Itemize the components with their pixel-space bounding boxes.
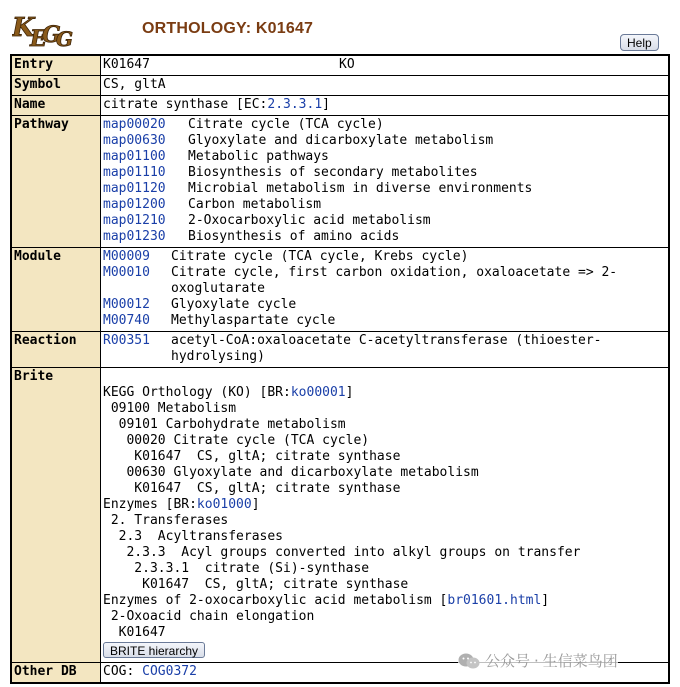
entry-row xyxy=(11,55,669,76)
module-desc: Glyoxylate cycle xyxy=(171,297,297,312)
brite-line: K01647 CS, gltA; citrate synthase xyxy=(103,577,409,592)
brite-line: 00020 Citrate cycle (TCA cycle) xyxy=(103,433,370,448)
help-button[interactable]: Help xyxy=(620,34,659,51)
brite-text: Enzymes of 2-oxocarboxylic acid metabolism [ xyxy=(103,593,448,608)
pathway-row xyxy=(11,116,669,248)
brite-line: 2. Transferases xyxy=(103,513,229,528)
brite-hierarchy-button[interactable]: BRITE hierarchy xyxy=(103,642,205,658)
pathway-desc: Biosynthesis of secondary metabolites xyxy=(188,165,478,180)
brite-line xyxy=(103,593,666,609)
brite-text: KEGG Orthology (KO) [BR: xyxy=(103,385,291,400)
pathway-desc: Metabolic pathways xyxy=(188,149,329,164)
reaction-row xyxy=(11,332,669,368)
entry-type: KO xyxy=(339,57,355,72)
brite-line: 2.3.3 Acyl groups converted into alkyl groups on transfer xyxy=(103,545,581,560)
module-desc: Methylaspartate cycle xyxy=(171,313,336,328)
brite-line: K01647 xyxy=(103,625,166,640)
watermark xyxy=(458,650,618,671)
pathway-link[interactable]: map01200 xyxy=(103,197,166,212)
pathway-desc: Citrate cycle (TCA cycle) xyxy=(188,117,384,132)
symbol-value: CS, gltA xyxy=(101,76,670,96)
pathway-desc: Microbial metabolism in diverse environments xyxy=(188,181,533,196)
pathway-item xyxy=(103,213,666,229)
brite-ko01000-link[interactable]: ko01000 xyxy=(196,497,252,512)
cog-link[interactable]: COG0372 xyxy=(142,664,197,679)
other-db-text: COG: xyxy=(103,664,143,679)
page-title: ORTHOLOGY: K01647 xyxy=(142,20,314,37)
pathway-desc: 2-Oxocarboxylic acid metabolism xyxy=(188,213,431,228)
orthology-table xyxy=(10,54,670,684)
brite-line: 2.3 Acyltransferases xyxy=(103,529,284,544)
pathway-link[interactable]: map00020 xyxy=(103,117,166,132)
watermark-sep: · xyxy=(534,651,539,670)
brite-line xyxy=(103,385,666,401)
pathway-item xyxy=(103,181,666,197)
kegg-logo-g2: G xyxy=(56,27,74,51)
pathway-item xyxy=(103,165,666,181)
name-text: citrate synthase [EC: xyxy=(103,97,268,112)
kegg-logo-e: E xyxy=(30,26,47,52)
pathway-link[interactable]: map01110 xyxy=(103,165,166,180)
name-row xyxy=(11,96,669,116)
brite-text: ] xyxy=(345,385,354,400)
pathway-desc: Biosynthesis of amino acids xyxy=(188,229,400,244)
kegg-logo[interactable] xyxy=(12,10,74,52)
symbol-label: Symbol xyxy=(11,76,101,96)
name-value xyxy=(101,96,670,116)
brite-row xyxy=(11,368,669,663)
module-list xyxy=(101,248,670,332)
pathway-desc: Carbon metabolism xyxy=(188,197,322,212)
kegg-logo-g1: G xyxy=(42,22,61,48)
module-label: Module xyxy=(11,248,101,332)
reaction-label: Reaction xyxy=(11,332,101,368)
entry-id: K01647 xyxy=(103,57,150,72)
module-link[interactable]: M00009 xyxy=(103,249,150,264)
pathway-item xyxy=(103,133,666,149)
module-item xyxy=(103,265,666,297)
module-desc: Citrate cycle (TCA cycle, Krebs cycle) xyxy=(171,249,469,264)
module-row xyxy=(11,248,669,332)
watermark-text-2: 生信菜鸟团 xyxy=(542,652,618,670)
brite-tree xyxy=(101,368,670,663)
pathway-link[interactable]: map01100 xyxy=(103,149,166,164)
module-item xyxy=(103,313,666,329)
pathway-desc: Glyoxylate and dicarboxylate metabolism xyxy=(188,133,494,148)
pathway-list xyxy=(101,116,670,248)
pathway-item xyxy=(103,197,666,213)
ec-link[interactable]: 2.3.3.1 xyxy=(267,97,323,112)
brite-line: 2-Oxoacid chain elongation xyxy=(103,609,315,624)
reaction-item xyxy=(103,333,666,365)
reaction-list xyxy=(101,332,670,368)
brite-line: 09101 Carbohydrate metabolism xyxy=(103,417,346,432)
brite-line: 00630 Glyoxylate and dicarboxylate metabolism xyxy=(103,465,479,480)
brite-line: K01647 CS, gltA; citrate synthase xyxy=(103,449,401,464)
entry-value xyxy=(101,55,670,76)
name-label: Name xyxy=(11,96,101,116)
entry-label: Entry xyxy=(11,55,101,76)
watermark-text-1: 公众号 xyxy=(485,652,531,670)
brite-br01601-link[interactable]: br01601.html xyxy=(447,593,542,608)
brite-line: 2.3.3.1 citrate (Si)-synthase xyxy=(103,561,370,576)
brite-line xyxy=(103,497,666,513)
pathway-item xyxy=(103,229,666,245)
wechat-icon xyxy=(458,652,480,670)
pathway-link[interactable]: map01210 xyxy=(103,213,166,228)
reaction-link[interactable]: R00351 xyxy=(103,333,150,348)
module-item xyxy=(103,249,666,265)
brite-line: K01647 CS, gltA; citrate synthase xyxy=(103,481,401,496)
name-suffix: ] xyxy=(322,97,330,112)
pathway-link[interactable]: map01120 xyxy=(103,181,166,196)
module-link[interactable]: M00012 xyxy=(103,297,150,312)
pathway-link[interactable]: map00630 xyxy=(103,133,166,148)
kegg-logo-k: K xyxy=(12,13,35,43)
pathway-item xyxy=(103,149,666,165)
reaction-desc: acetyl-CoA:oxaloacetate C-acetyltransferase (thioester-hydrolysing) xyxy=(171,333,602,364)
brite-ko00001-link[interactable]: ko00001 xyxy=(290,385,346,400)
symbol-row xyxy=(11,76,669,96)
other-db-label: Other DB xyxy=(11,663,101,684)
brite-text: Enzymes [BR: xyxy=(103,497,197,512)
brite-text: ] xyxy=(251,497,260,512)
module-link[interactable]: M00010 xyxy=(103,265,150,280)
brite-label: Brite xyxy=(11,368,101,663)
brite-text: ] xyxy=(541,593,550,608)
pathway-item xyxy=(103,117,666,133)
module-item xyxy=(103,297,666,313)
pathway-label: Pathway xyxy=(11,116,101,248)
brite-line: 09100 Metabolism xyxy=(103,401,237,416)
module-link[interactable]: M00740 xyxy=(103,313,150,328)
pathway-link[interactable]: map01230 xyxy=(103,229,166,244)
module-desc: Citrate cycle, first carbon oxidation, oxaloacetate => 2-oxoglutarate xyxy=(171,265,618,296)
